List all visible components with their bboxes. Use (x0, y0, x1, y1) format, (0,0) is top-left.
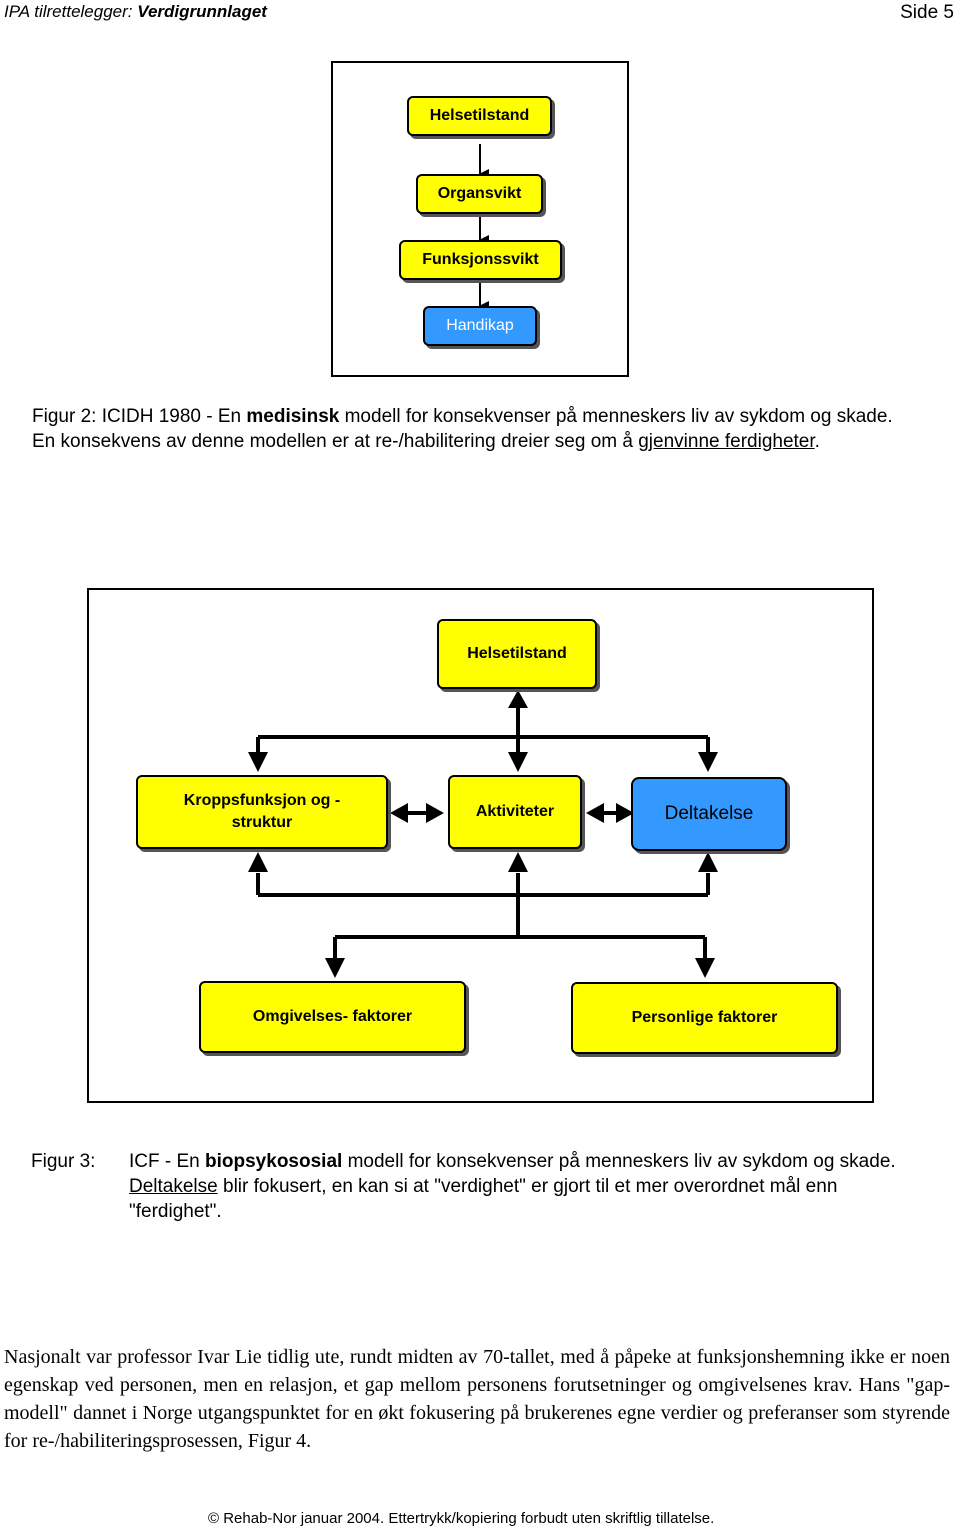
page-number: Side 5 (900, 2, 954, 23)
fig3-caption-link: Deltakelse (129, 1176, 218, 1197)
figure2-caption (32, 404, 902, 454)
body-paragraph: Nasjonalt var professor Ivar Lie tidlig ute, rundt midten av 70-tallet, med å påpeke at funksjonshemning ikke er noen egenskap ved personen, men en relasjon, et gap mellom personens forutsetninger og omgivelsenes krav. Hans "gap-modell" dannet i Norge utgangspunktet for en økt fokusering på brukerenes egne verdier og preferanser som styrende for re-/habiliteringsprosessen, Figur 4. (4, 1346, 950, 1452)
figure3-caption (129, 1149, 901, 1224)
fig2-box-handikap: Handikap (423, 306, 537, 346)
fig3-caption-end: blir fokusert, en kan si at "verdighet" er gjort til et mer overordnet mål enn "ferdighet". (129, 1176, 838, 1222)
fig2-caption-link: gjenvinne ferdigheter (638, 431, 815, 452)
fig2-caption-pre: ICIDH 1980 - En (101, 406, 242, 427)
fig3-caption-bold: biopsykososial (205, 1151, 343, 1172)
fig3-box-aktiviteter: Aktiviteter (448, 775, 582, 849)
fig2-caption-bold: medisinsk (246, 406, 340, 427)
figure3-caption-label: Figur 3: (31, 1151, 96, 1172)
fig3-caption-text: modell for konsekvenser på menneskers liv av sykdom og skade. (347, 1151, 896, 1172)
footer: © Rehab-Nor januar 2004. Ettertrykk/kopiering forbudt uten skriftlig tillatelse. (208, 1510, 715, 1527)
fig3-box-omgivelser: Omgivelses- faktorer (199, 981, 466, 1053)
fig2-caption-label: Figur 2: (32, 406, 97, 427)
fig2-caption-end: . (814, 431, 820, 452)
fig2-box-helsetilstand: Helsetilstand (407, 96, 552, 136)
header-title: Verdigrunnlaget (137, 2, 267, 21)
fig3-box-deltakelse: Deltakelse (631, 777, 787, 851)
fig2-box-organsvikt: Organsvikt (416, 174, 543, 214)
fig2-caption-text: modell for konsekvenser på menneskers liv av sykdom og skade. En konsekvens av denne modellen er at re-/habilitering dreier seg om å (32, 406, 893, 452)
fig2-box-funksjonssvikt: Funksjonssvikt (399, 240, 562, 280)
header-prefix: IPA tilrettelegger: (4, 2, 133, 21)
fig3-box-personlige: Personlige faktorer (571, 982, 838, 1054)
fig3-caption-pre: ICF - En (129, 1151, 200, 1172)
fig3-box-kroppsfunksjon: Kroppsfunksjon og - struktur (136, 775, 388, 849)
fig3-box-helsetilstand: Helsetilstand (437, 619, 597, 689)
